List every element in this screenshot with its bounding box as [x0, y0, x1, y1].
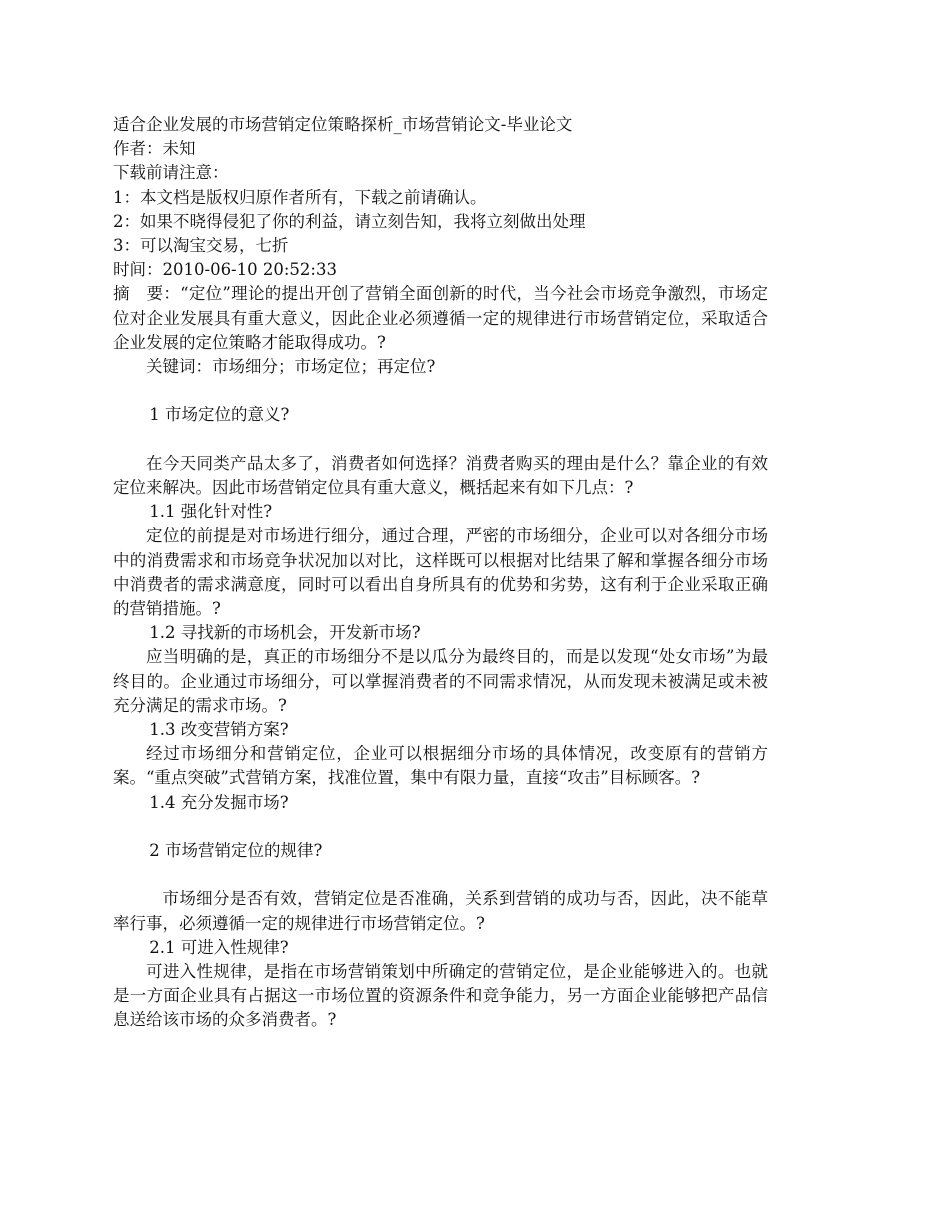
subsection-1-1-heading: 1.1 强化针对性? [149, 502, 273, 522]
abstract-paragraph: 摘 要：“定位”理论的提出开创了营销全面创新的时代，当今社会市场竞争激烈，市场定位对企业发展具有重大意义，因此企业必须遵循一定的规律进行市场营销定位，采取适合企业发展的定位策略才能取得成功。? [113, 284, 768, 352]
section-2-intro: 市场细分是否有效，营销定位是否准确，关系到营销的成功与否，因此，决不能草率行事，必须遵循一定的规律进行市场营销定位。? [113, 889, 768, 933]
section-1-intro: 在今天同类产品太多了，消费者如何选择？消费者购买的理由是什么？靠企业的有效定位来解决。因此市场营销定位具有重大意义，概括起来有如下几点：? [113, 453, 768, 498]
subsection-1-2-heading: 1.2 寻找新的市场机会，开发新市场? [149, 623, 421, 643]
document-page [113, 113, 768, 1033]
section-1-heading: 1 市场定位的意义? [149, 405, 290, 425]
subsection-1-1-text: 定位的前提是对市场进行细分，通过合理，严密的市场细分，企业可以对各细分市场中的消费需求和市场竞争状况加以对比，这样既可以根据对比结果了解和掌握各细分市场中消费者的需求满意度，同时可以看出自身所具有的优势和劣势，这有利于企业采取正确的营销措施。? [113, 526, 768, 619]
timestamp-line: 时间：2010-06-10 20:52:33 [113, 260, 337, 280]
spacer [113, 379, 768, 403]
document-title: 适合企业发展的市场营销定位策略探析_市场营销论文-毕业论文 [113, 115, 573, 134]
spacer [113, 815, 768, 839]
notice-title: 下载前请注意： [113, 163, 229, 183]
notice-item-2: 2：如果不晓得侵犯了你的利益，请立刻告知，我将立刻做出处理 [113, 211, 586, 231]
notice-item-1: 1：本文档是版权归原作者所有，下载之前请确认。 [113, 187, 487, 207]
author-line: 作者：未知 [113, 139, 196, 159]
subsection-1-3-text: 经过市场细分和营销定位，企业可以根据细分市场的具体情况，改变原有的营销方案。“重点突破”式营销方案，找准位置，集中有限力量，直接“攻击”目标顾客。? [113, 744, 768, 788]
subsection-2-1-heading: 2.1 可进入性规律? [149, 937, 289, 957]
subsection-1-4-heading: 1.4 充分发掘市场? [149, 792, 289, 812]
subsection-2-1-text: 可进入性规律，是指在市场营销策划中所确定的营销定位，是企业能够进入的。也就是一方面企业具有占据这一市场位置的资源条件和竞争能力，另一方面企业能够把产品信息送给该市场的众多消费者。? [113, 962, 768, 1030]
subsection-1-3-heading: 1.3 改变营销方案? [149, 720, 289, 740]
keywords-line: 关键词：市场细分；市场定位；再定位? [146, 357, 436, 377]
section-2-heading: 2 市场营销定位的规律? [149, 841, 323, 861]
spacer [113, 863, 768, 887]
subsection-1-2-text: 应当明确的是，真正的市场细分不是以瓜分为最终目的，而是以发现“处女市场”为最终目的。企业通过市场细分，可以掌握消费者的不同需求情况，从而发现未被满足或未被充分满足的需求市场。? [113, 647, 768, 715]
notice-item-3: 3：可以淘宝交易，七折 [113, 236, 289, 256]
spacer [113, 428, 768, 452]
